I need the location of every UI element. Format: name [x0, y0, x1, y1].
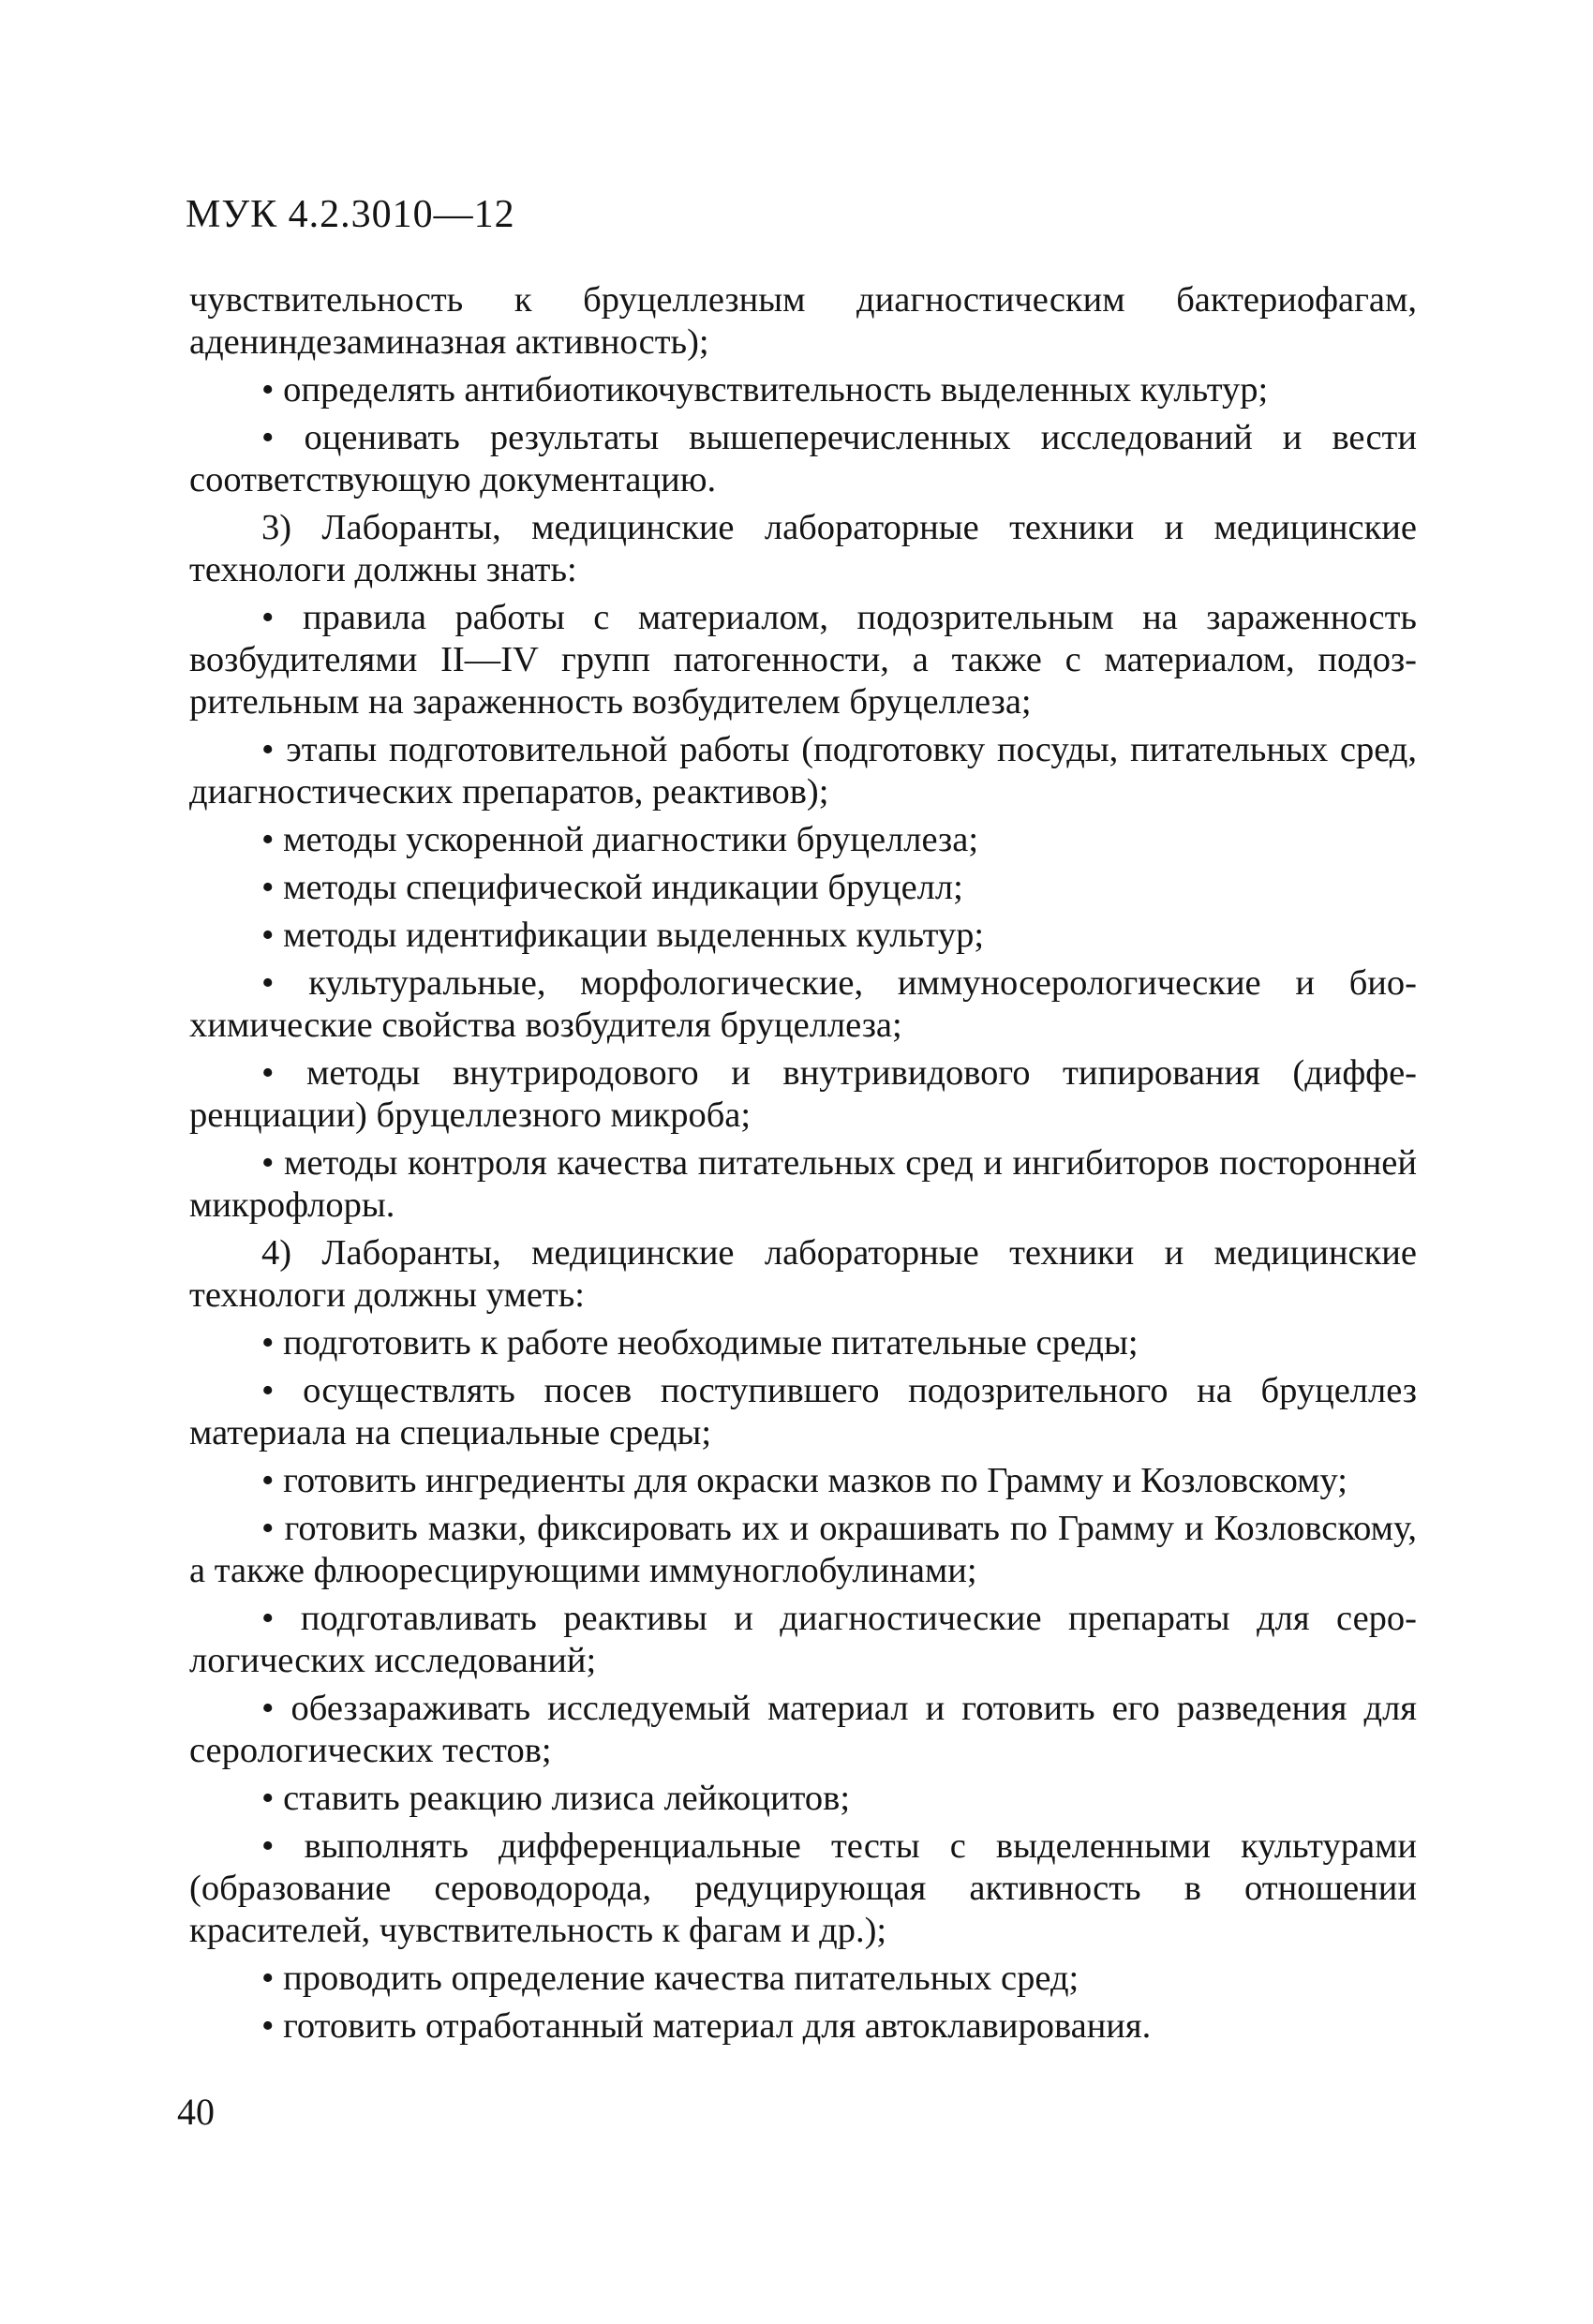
- bullet-item: • проводить определение качества питательных сред;: [261, 1959, 1079, 1998]
- bullet-item: • осуществлять посев поступившего подозрительного на бруцеллез материала на специальные среды;: [189, 1371, 1417, 1452]
- bullet-item: • готовить мазки, фиксировать их и окрашивать по Грамму и Козловскому, а также флюоресцирующими иммуноглобулинами;: [189, 1509, 1417, 1590]
- bullet-item: • этапы подготовительной работы (подготовку посуды, питательных сред, диагностических препаратов, реактивов);: [189, 730, 1417, 812]
- bullet-item: • ставить реакцию лизиса лейкоцитов;: [261, 1779, 851, 1818]
- bullet-item: • культуральные, морфологические, иммуносерологические и биохимические свойства возбудителя бруцеллеза;: [189, 963, 1417, 1045]
- bullet-item: • правила работы с материалом, подозрительным на зараженность возбудителями II—IV групп патогенности, а также с материалом, подозрительным на зараженность возбудителем бруцеллеза;: [189, 598, 1417, 722]
- bullet-item: • методы специфической индикации бруцелл;: [261, 868, 963, 907]
- bullet-item: • обеззараживать исследуемый материал и готовить его разведения для серологических тестов;: [189, 1689, 1417, 1770]
- bullet-item: • подготавливать реактивы и диагностические препараты для серологических исследований;: [189, 1599, 1417, 1680]
- paragraph-continuation: чувствительность к бруцеллезным диагностическим бактериофагам, адениндезаминазная активность);: [189, 280, 1417, 362]
- bullet-item: • определять антибиотикочувствительность выделенных культур;: [261, 370, 1269, 410]
- bullet-item: • методы внутриродового и внутривидового типирования (дифференциации) бруцеллезного микроба;: [189, 1053, 1417, 1135]
- bullet-item: • методы ускоренной диагностики бруцеллеза;: [261, 820, 979, 859]
- body-text: [189, 279, 1417, 2053]
- bullet-item: • оценивать результаты вышеперечисленных исследований и вести соответствующую документацию.: [189, 418, 1417, 499]
- document-code-header: МУК 4.2.3010—12: [186, 193, 515, 236]
- bullet-item: • готовить ингредиенты для окраски мазков по Грамму и Козловскому;: [261, 1461, 1347, 1500]
- bullet-item: • подготовить к работе необходимые питательные среды;: [261, 1323, 1139, 1363]
- bullet-item: • выполнять дифференциальные тесты с выделенными культурами (образование сероводорода, редуцирующая активность в отношении красителей, чувствительность к фагам и др.);: [189, 1826, 1417, 1950]
- page-number: 40: [177, 2091, 215, 2133]
- bullet-item: • методы идентификации выделенных культур;: [261, 916, 985, 955]
- bullet-item: • готовить отработанный материал для автоклавирования.: [261, 2006, 1152, 2046]
- numbered-paragraph: 3) Лаборанты, медицинские лабораторные техники и медицинские технологи должны знать:: [189, 508, 1417, 589]
- numbered-paragraph: 4) Лаборанты, медицинские лабораторные техники и медицинские технологи должны уметь:: [189, 1233, 1417, 1315]
- bullet-item: • методы контроля качества питательных сред и ингибиторов посторонней микрофлоры.: [189, 1143, 1417, 1225]
